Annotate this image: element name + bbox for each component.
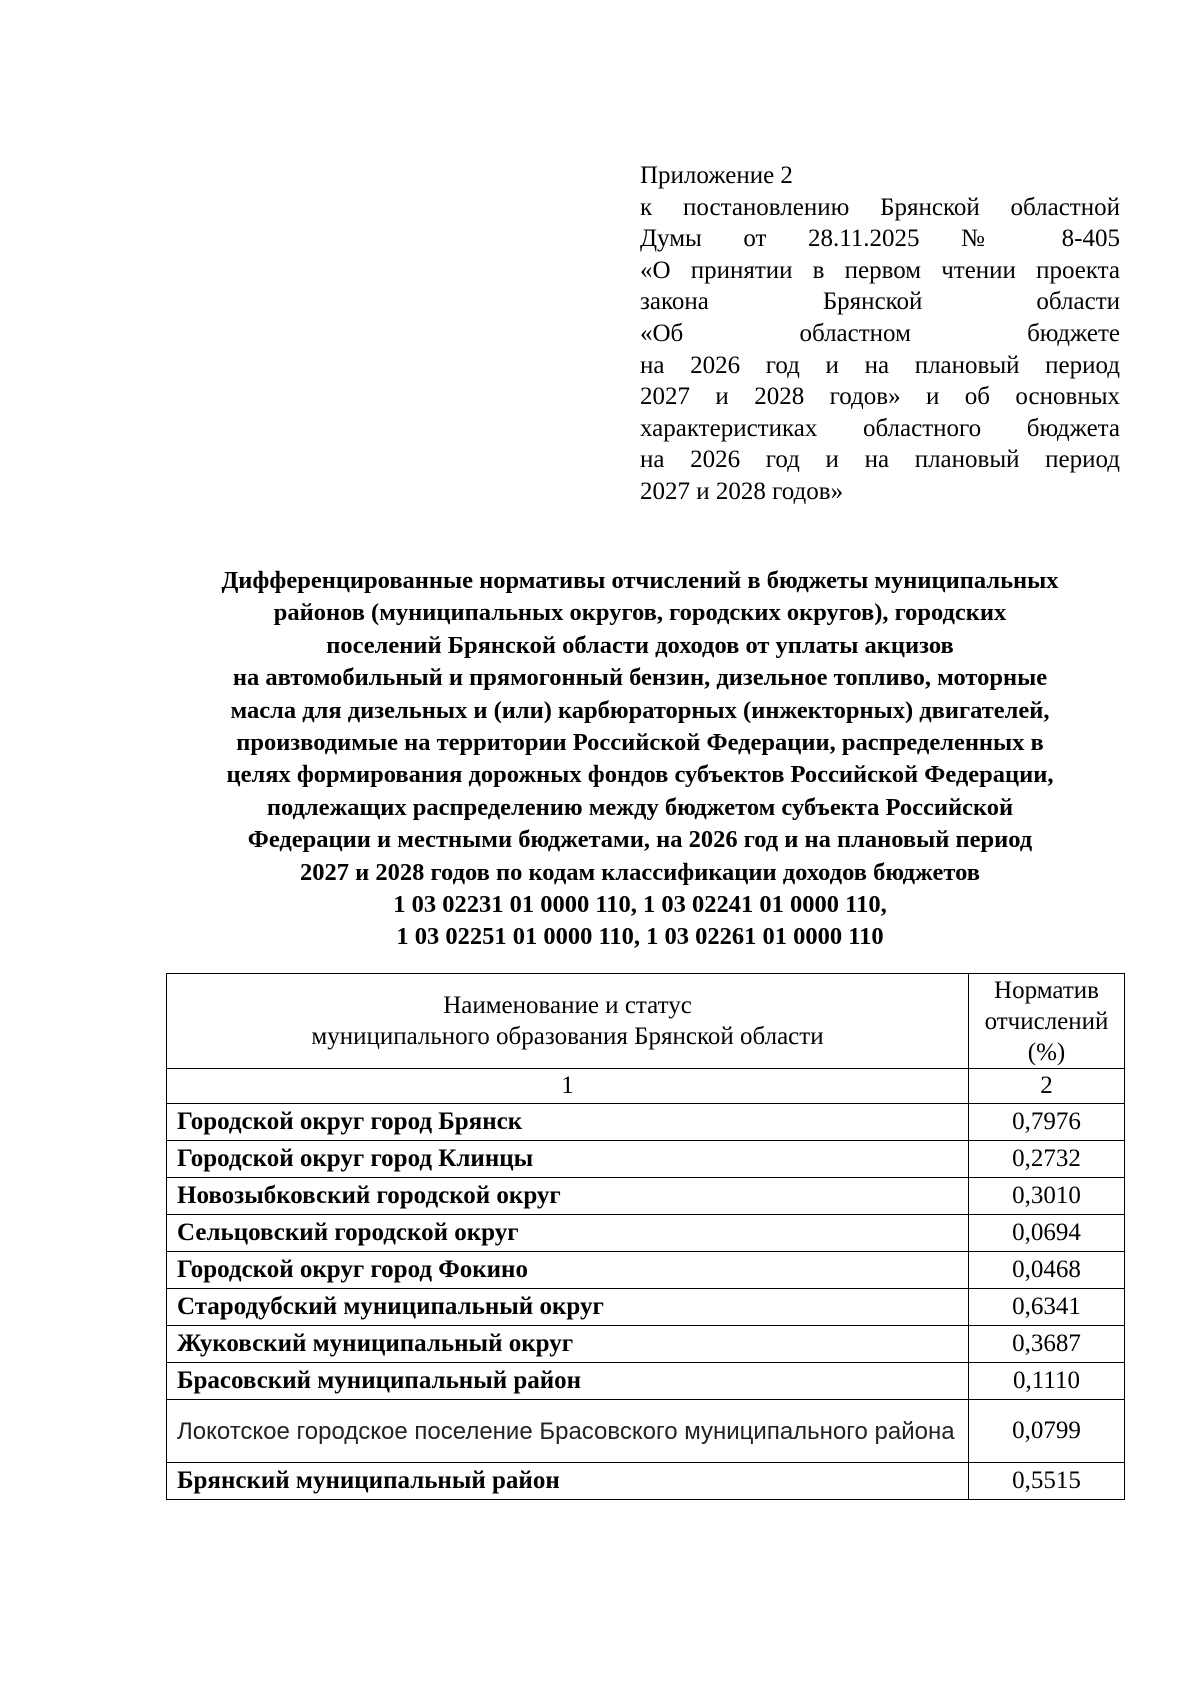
norm-value: 0,3010 <box>969 1178 1125 1215</box>
appendix-line: 2027 и 2028 годов» <box>640 477 844 505</box>
municipality-name: Городской округ город Фокино <box>167 1252 969 1289</box>
appendix-line: характеристиках областного бюджета <box>640 414 1120 442</box>
header-name-cell <box>167 974 969 1069</box>
municipality-name: Городской округ город Клинцы <box>167 1141 969 1178</box>
appendix-line: Приложение 2 <box>640 162 793 189</box>
appendix-line: «О принятии в первом чтении проекта <box>640 256 1120 284</box>
appendix-line: 2027 и 2028 годов» и об основных <box>640 383 1120 411</box>
header-norm-line: Норматив <box>994 976 1099 1004</box>
table-row <box>167 1178 1125 1215</box>
table-row <box>167 1463 1125 1500</box>
norm-value: 0,0694 <box>969 1215 1125 1252</box>
norm-value: 0,5515 <box>969 1463 1125 1500</box>
norm-value: 0,2732 <box>969 1141 1125 1178</box>
title-line: производимые на территории Российской Федерации, распределенных в <box>236 729 1044 757</box>
municipality-name: Локотское городское поселение Брасовского муниципального района <box>167 1400 969 1463</box>
table-row <box>167 1400 1125 1463</box>
municipality-name: Стародубский муниципальный округ <box>167 1289 969 1326</box>
norms-table <box>166 973 1125 1500</box>
title-line: 2027 и 2028 годов по кодам классификации доходов бюджетов <box>300 858 980 886</box>
municipality-name: Сельцовский городской округ <box>167 1215 969 1252</box>
table-row <box>167 1326 1125 1363</box>
title-line: 1 03 02231 01 0000 110, 1 03 02241 01 0000 110, <box>393 891 887 919</box>
column-number: 2 <box>969 1069 1125 1104</box>
norm-value: 0,0799 <box>969 1400 1125 1463</box>
header-norm-line: (%) <box>1027 1038 1066 1066</box>
table-header-row <box>167 974 1125 1069</box>
appendix-line: Думы от 28.11.2025 № 8-405 <box>640 225 1120 253</box>
municipality-name: Брасовский муниципальный район <box>167 1363 969 1400</box>
header-name-line: муниципального образования Брянской области <box>311 1023 824 1050</box>
title-line: поселений Брянской области доходов от уплаты акцизов <box>326 631 954 659</box>
norm-value: 0,6341 <box>969 1289 1125 1326</box>
table-row <box>167 1104 1125 1141</box>
table-row <box>167 1252 1125 1289</box>
municipality-name: Новозыбковский городской округ <box>167 1178 969 1215</box>
document-title <box>160 565 1120 954</box>
table-row <box>167 1363 1125 1400</box>
title-line: масла для дизельных и (или) карбюраторных (инжекторных) двигателей, <box>230 696 1050 724</box>
norm-value: 0,0468 <box>969 1252 1125 1289</box>
appendix-line: «Об областном бюджете <box>640 319 1120 347</box>
norm-value: 0,3687 <box>969 1326 1125 1363</box>
title-line: на автомобильный и прямогонный бензин, дизельное топливо, моторные <box>232 664 1048 692</box>
table-row <box>167 1141 1125 1178</box>
norm-value: 0,1110 <box>969 1363 1125 1400</box>
appendix-line: к постановлению Брянской областной <box>640 193 1120 221</box>
title-line: целях формирования дорожных фондов субъектов Российской Федерации, <box>226 761 1054 789</box>
title-line: 1 03 02251 01 0000 110, 1 03 02261 01 0000 110 <box>396 923 884 951</box>
column-number: 1 <box>167 1069 969 1104</box>
municipality-name: Брянский муниципальный район <box>167 1463 969 1500</box>
appendix-header <box>640 160 1120 508</box>
table-row <box>167 1289 1125 1326</box>
appendix-line: на 2026 год и на плановый период <box>640 351 1120 379</box>
norm-value: 0,7976 <box>969 1104 1125 1141</box>
appendix-line: на 2026 год и на плановый период <box>640 446 1120 474</box>
municipality-name: Жуковский муниципальный округ <box>167 1326 969 1363</box>
title-line: Дифференцированные нормативы отчислений в бюджеты муниципальных <box>221 567 1059 594</box>
header-norm-cell <box>969 974 1125 1069</box>
title-line: подлежащих распределению между бюджетом субъекта Российской <box>266 793 1014 821</box>
header-name-line: Наименование и статус <box>443 992 692 1019</box>
municipality-name: Городской округ город Брянск <box>167 1104 969 1141</box>
title-line: районов (муниципальных округов, городских округов), городских <box>273 599 1007 627</box>
table-row <box>167 1215 1125 1252</box>
title-line: Федерации и местными бюджетами, на 2026 год и на плановый период <box>247 826 1033 854</box>
appendix-line: закона Брянской области <box>640 288 1120 316</box>
header-norm-line: отчислений <box>984 1007 1109 1035</box>
column-number-row <box>167 1069 1125 1104</box>
